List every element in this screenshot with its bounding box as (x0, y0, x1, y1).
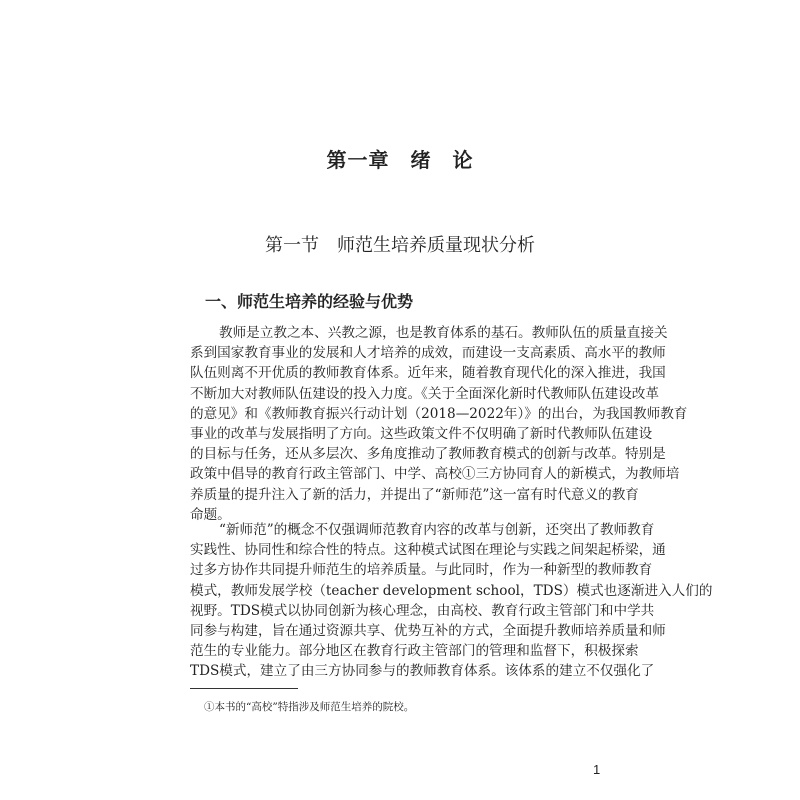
text-line: “新师范”的概念不仅强调师范教育内容的改革与创新，还突出了教师教育 (219, 522, 655, 538)
text-line: 政策中倡导的教育行政主管部门、中学、高校①三方协同育人的新模式，为教师培 (190, 466, 680, 483)
text-line: 过多方协作共同提升师范生的培养质量。与此同时，作为一种新型的教师教育 (190, 562, 653, 579)
text-line: 视野。TDS模式以协同创新为核心理念，由高校、教育行政主管部门和中学共 (190, 602, 655, 619)
footnote: ①本书的“高校”特指涉及师范生培养的院校。 (204, 701, 415, 713)
chapter-title: 第一章 绪 论 (326, 148, 474, 172)
text-line: 实践性、协同性和综合性的特点。这种模式试图在理论与实践之间架起桥梁，通 (190, 542, 666, 559)
text-line: 的目标与任务，还从多层次、多角度推动了教师教育模式的创新与改革。特别是 (190, 446, 666, 463)
subheading: 一、师范生培养的经验与优势 (205, 292, 414, 311)
text-line: 同参与构建，旨在通过资源共享、优势互补的方式，全面提升教师培养质量和师 (190, 622, 666, 639)
text-line: 系到国家教育事业的发展和人才培养的成效，而建设一支高素质、高水平的教师 (190, 345, 666, 362)
page-number: 1 (593, 762, 601, 777)
footnote-divider (190, 688, 298, 689)
text-line: 事业的改革与发展指明了方向。这些政策文件不仅明确了新时代教师队伍建设 (190, 425, 653, 442)
text-line: 不断加大对教师队伍建设的投入力度。《关于全面深化新时代教师队伍建设改革 (190, 385, 659, 402)
section-title: 第一节 师范生培养质量现状分析 (265, 235, 535, 256)
text-line: 命题。 (190, 506, 231, 523)
text-line: 养质量的提升注入了新的活力，并提出了“新师范”这一富有时代意义的教育 (190, 486, 639, 503)
text-line: 队伍则离不开优质的教师教育体系。近年来，随着教育现代化的深入推进，我国 (190, 365, 666, 382)
text-line: 范生的专业能力。部分地区在教育行政主管部门的管理和监督下，积极探索 (190, 643, 639, 660)
text-line: TDS模式，建立了由三方协同参与的教师教育体系。该体系的建立不仅强化了 (190, 663, 655, 680)
text-line: 模式，教师发展学校（teacher development school，TDS）模式也逐渐进入人们的 (190, 582, 713, 599)
text-line: 的意见》和《教师教育振兴行动计划（2018—2022年）》的出台，为我国教师教育 (190, 405, 688, 422)
paragraph-2 (190, 520, 713, 682)
paragraph-1 (190, 323, 688, 525)
text-line: 教师是立教之本、兴教之源，也是教育体系的基石。教师队伍的质量直接关 (219, 325, 668, 341)
